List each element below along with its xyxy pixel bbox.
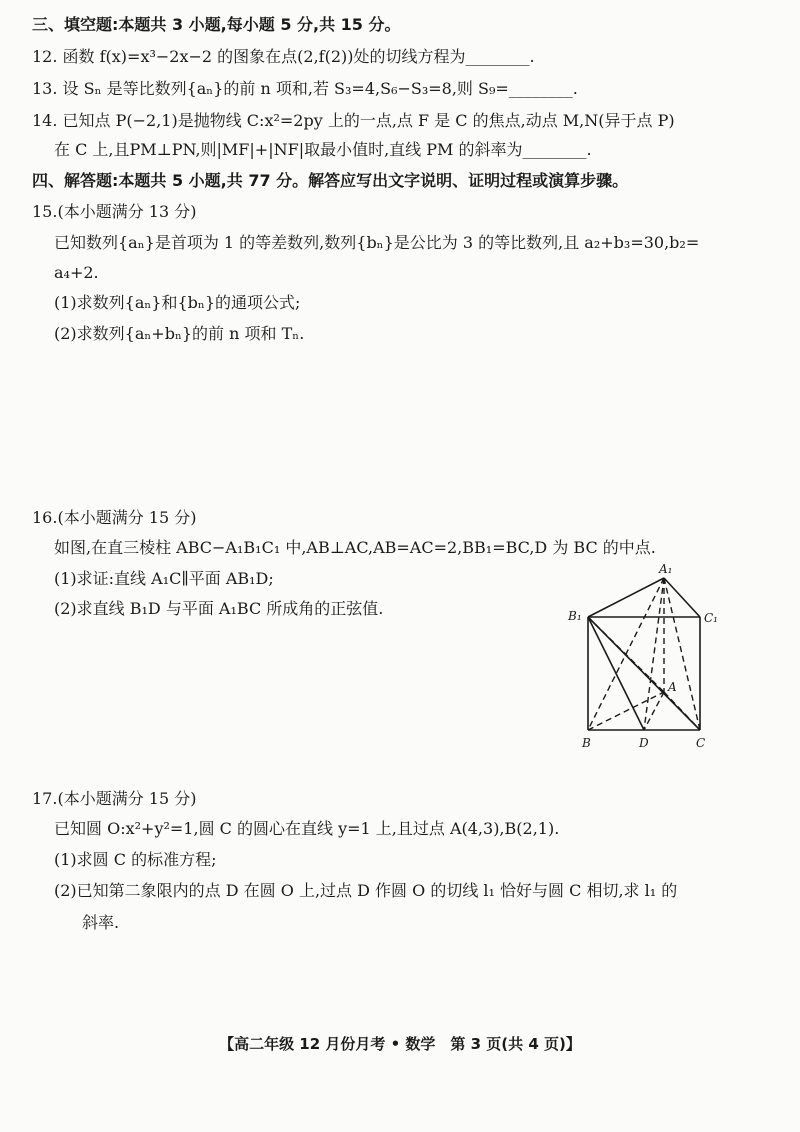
edge-A1-C1 bbox=[664, 578, 700, 617]
section-4-heading: 四、解答题:本题共 5 小题,共 77 分。解答应写出文字说明、证明过程或演算步骤。 bbox=[32, 171, 629, 190]
question-17-part-1: (1)求圆 C 的标准方程; bbox=[54, 850, 217, 869]
question-15-part-2: (2)求数列{aₙ+bₙ}的前 n 项和 Tₙ. bbox=[54, 324, 305, 343]
question-17-part-2-line-2: 斜率. bbox=[82, 913, 120, 932]
edge-B-A bbox=[588, 692, 664, 730]
section-3-heading: 三、填空题:本题共 3 小题,每小题 5 分,共 15 分。 bbox=[32, 15, 401, 34]
label-A: A bbox=[668, 680, 677, 694]
label-A1: A₁ bbox=[659, 562, 673, 576]
question-17-title: 17.(本小题满分 15 分) bbox=[32, 789, 197, 808]
question-16-title: 16.(本小题满分 15 分) bbox=[32, 508, 197, 527]
question-16-part-1: (1)求证:直线 A₁C∥平面 AB₁D; bbox=[54, 569, 274, 588]
page-footer: 【高二年级 12 月份月考 • 数学 第 3 页(共 4 页)】 bbox=[219, 1035, 581, 1053]
label-B1: B₁ bbox=[568, 609, 582, 623]
question-17-part-2-line-1: (2)已知第二象限内的点 D 在圆 O 上,过点 D 作圆 O 的切线 l₁ 恰好与圆 C 相切,求 l₁ 的 bbox=[54, 881, 678, 900]
segment-A1-C bbox=[664, 578, 700, 730]
label-C1: C₁ bbox=[704, 611, 718, 625]
question-16-stem: 如图,在直三棱柱 ABC−A₁B₁C₁ 中,AB⊥AC,AB=AC=2,BB₁=BC,D 为 BC 的中点. bbox=[54, 538, 656, 557]
question-12: 12. 函数 f(x)=x³−2x−2 的图象在点(2,f(2))处的切线方程为________. bbox=[32, 47, 535, 66]
label-D: D bbox=[639, 736, 649, 750]
question-15-stem-line-1: 已知数列{aₙ}是首项为 1 的等差数列,数列{bₙ}是公比为 3 的等比数列,且 a₂+b₃=30,b₂= bbox=[54, 233, 700, 252]
question-15-part-1: (1)求数列{aₙ}和{bₙ}的通项公式; bbox=[54, 293, 301, 312]
segment-A1-B bbox=[588, 578, 664, 730]
prism-figure bbox=[560, 560, 740, 755]
edge-B1-A1 bbox=[588, 578, 664, 617]
question-15-stem-line-2: a₄+2. bbox=[54, 263, 99, 282]
label-B: B bbox=[582, 736, 591, 750]
question-16-part-2: (2)求直线 B₁D 与平面 A₁BC 所成角的正弦值. bbox=[54, 599, 384, 618]
question-17-stem: 已知圆 O:x²+y²=1,圆 C 的圆心在直线 y=1 上,且过点 A(4,3),B(2,1). bbox=[54, 819, 560, 838]
question-14-line-2: 在 C 上,且PM⊥PN,则|MF|+|NF|取最小值时,直线 PM 的斜率为________. bbox=[54, 140, 592, 159]
question-14-line-1: 14. 已知点 P(−2,1)是抛物线 C:x²=2py 上的一点,点 F 是 C 的焦点,动点 M,N(异于点 P) bbox=[32, 111, 675, 130]
segment-A1-D bbox=[644, 578, 664, 730]
label-C: C bbox=[696, 736, 706, 750]
question-15-title: 15.(本小题满分 13 分) bbox=[32, 202, 197, 221]
question-13: 13. 设 Sₙ 是等比数列{aₙ}的前 n 项和,若 S₃=4,S₆−S₃=8,则 S₉=________. bbox=[32, 79, 578, 98]
